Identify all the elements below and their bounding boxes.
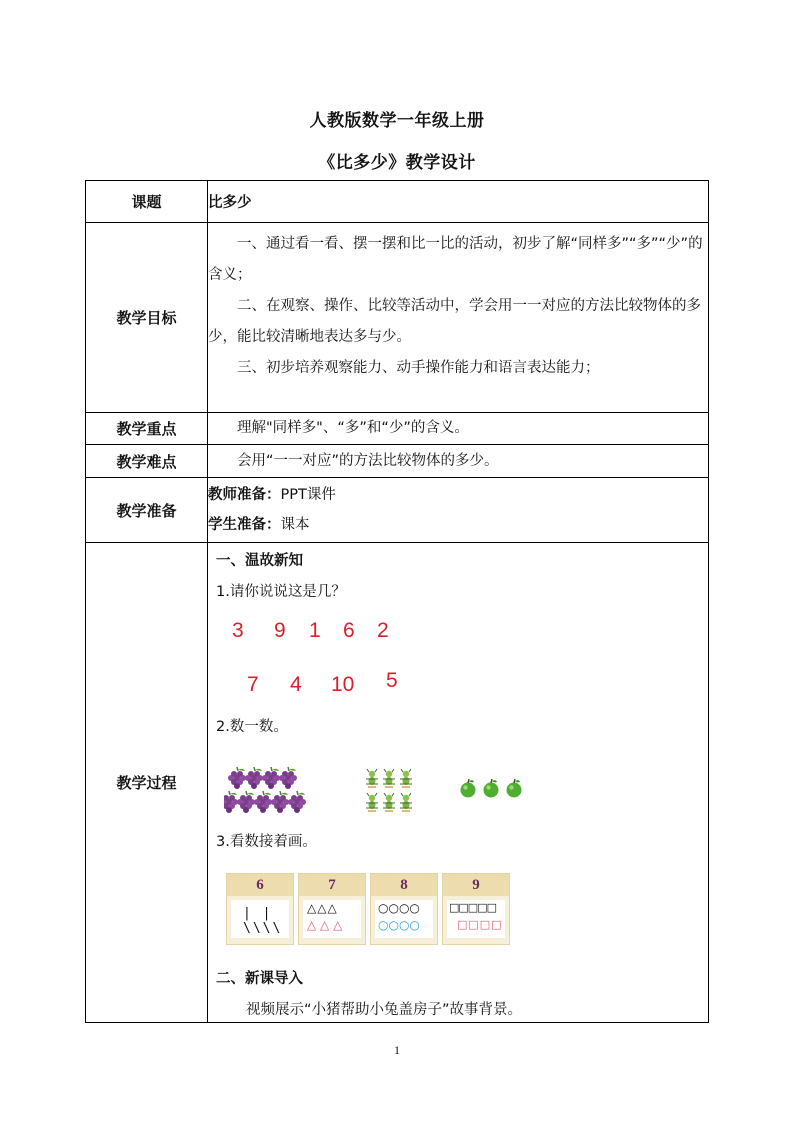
row-label-goals: 教学目标 bbox=[86, 223, 208, 413]
card-6 bbox=[226, 873, 294, 945]
student-prep-label: 学生准备： bbox=[208, 517, 281, 533]
teacher-prep-value: PPT课件 bbox=[280, 487, 336, 503]
process-content bbox=[208, 543, 708, 1022]
section-2-title: 二、新课导入 bbox=[216, 971, 303, 987]
student-preparation bbox=[208, 510, 708, 540]
number-3: 3 bbox=[232, 619, 244, 642]
row-label-preparation: 教学准备 bbox=[86, 478, 208, 543]
question-3: 3.看数接着画。 bbox=[216, 834, 317, 850]
teacher-preparation bbox=[208, 480, 708, 510]
table-row-process bbox=[86, 543, 709, 1023]
card-row-1: △△△ bbox=[307, 901, 338, 915]
grape-icon bbox=[224, 765, 310, 817]
card-number: 8 bbox=[371, 874, 437, 896]
row-label-difficulties: 教学难点 bbox=[86, 445, 208, 478]
number-2: 2 bbox=[377, 619, 389, 642]
card-row-2: □□□□ bbox=[457, 918, 503, 931]
goals-content bbox=[208, 223, 709, 413]
number-9: 9 bbox=[274, 619, 286, 642]
number-4: 4 bbox=[290, 673, 302, 696]
table-row-goals bbox=[86, 223, 709, 413]
card-7 bbox=[298, 873, 366, 945]
goal-item-2: 二、在观察、操作、比较等活动中，学会用一一对应的方法比较物体的多少，能比较清晰地表达多与少。 bbox=[208, 298, 701, 345]
row-label-key-points: 教学重点 bbox=[86, 413, 208, 445]
number-5: 5 bbox=[386, 669, 398, 692]
table-row-difficulties bbox=[86, 445, 709, 478]
intro-text: 视频展示“小猪帮助小兔盖房子”故事背景。 bbox=[246, 1002, 523, 1018]
card-marks: | | \\\\ bbox=[243, 906, 283, 936]
question-1: 1.请你说说这是几？ bbox=[216, 584, 346, 600]
card-row-2: △ △ △ bbox=[307, 918, 343, 932]
draw-by-number-cards bbox=[226, 873, 508, 949]
card-row-1: ○○○○ bbox=[378, 901, 420, 915]
number-1: 1 bbox=[309, 619, 321, 642]
card-number: 6 bbox=[227, 874, 293, 896]
document-subtitle: 《比多少》教学设计 bbox=[318, 153, 476, 173]
card-row-2: ○○○○ bbox=[378, 918, 420, 932]
row-label-process: 教学过程 bbox=[86, 543, 208, 1023]
document-title: 人教版数学一年级上册 bbox=[309, 111, 485, 131]
lesson-plan-table bbox=[85, 180, 709, 1023]
section-1-title: 一、温故新知 bbox=[216, 553, 303, 569]
goal-item-1: 一、通过看一看、摆一摆和比一比的活动，初步了解“同样多”“多”“少”的含义； bbox=[208, 236, 703, 283]
card-row-1: □□□□□ bbox=[449, 901, 496, 914]
ant-icon bbox=[362, 767, 416, 815]
difficulties-value: 会用“一一对应”的方法比较物体的多少。 bbox=[237, 452, 499, 469]
table-row-preparation bbox=[86, 478, 709, 543]
question-2: 2.数一数。 bbox=[216, 719, 288, 735]
card-number: 7 bbox=[299, 874, 365, 896]
card-9 bbox=[442, 873, 510, 945]
apple-icon bbox=[460, 779, 526, 801]
number-10: 10 bbox=[331, 673, 355, 696]
topic-value: 比多少 bbox=[208, 181, 709, 223]
goal-item-3: 三、初步培养观察能力、动手操作能力和语言表达能力； bbox=[237, 360, 600, 376]
table-row-topic bbox=[86, 181, 709, 223]
number-6: 6 bbox=[343, 619, 355, 642]
number-7: 7 bbox=[247, 673, 259, 696]
key-points-value: 理解"同样多"、“多”和“少”的含义。 bbox=[237, 420, 469, 436]
card-8 bbox=[370, 873, 438, 945]
card-number: 9 bbox=[443, 874, 509, 896]
table-row-key-points bbox=[86, 413, 709, 445]
teacher-prep-label: 教师准备： bbox=[208, 487, 281, 503]
page-number: 1 bbox=[394, 1043, 400, 1057]
row-label-topic: 课题 bbox=[86, 181, 208, 223]
student-prep-value: 课本 bbox=[280, 517, 310, 533]
